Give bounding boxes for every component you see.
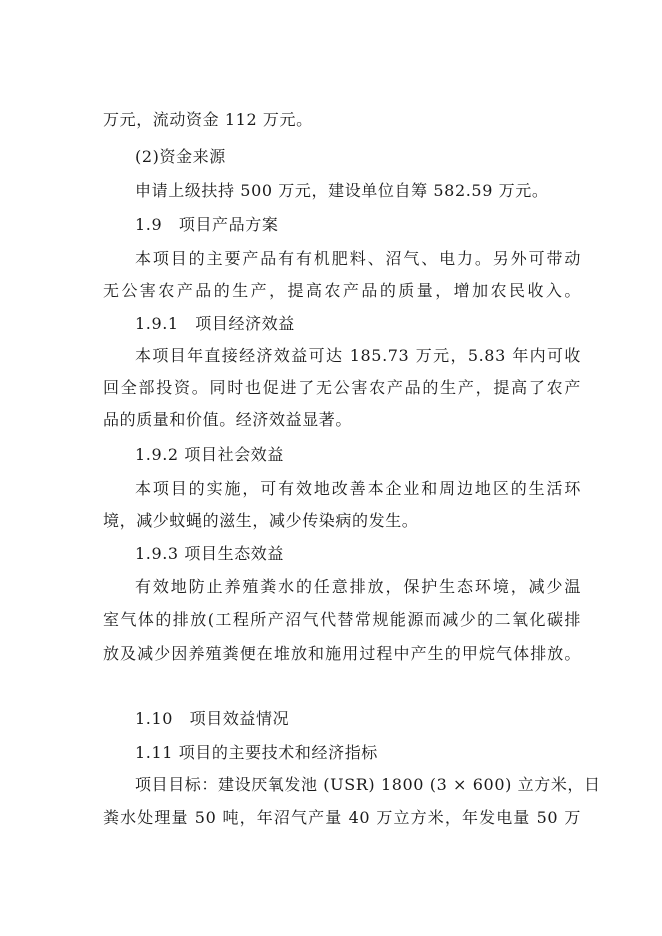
section-heading: 1.11 项目的主要技术和经济指标	[135, 743, 378, 762]
section-heading: 1.9.3 项目生态效益	[135, 544, 284, 563]
paragraph-line: 项目目标：建设厌氧发池 (USR) 1800 (3 × 600) 立方米，日	[135, 775, 601, 794]
paragraph-line: 无公害农产品的生产，提高农产品的质量，增加农民收入。	[103, 281, 581, 300]
paragraph-line: 回全部投资。同时也促进了无公害农产品的生产，提高了农产	[103, 378, 581, 397]
paragraph-line: 有效地防止养殖粪水的任意排放，保护生态环境，减少温	[135, 577, 581, 596]
paragraph-line: 申请上级扶持 500 万元，建设单位自筹 582.59 万元。	[135, 181, 549, 200]
section-heading: 1.9.1 项目经济效益	[135, 314, 295, 333]
paragraph-line: 本项目年直接经济效益可达 185.73 万元，5.83 年内可收	[135, 346, 581, 365]
paragraph-line: 本项目的实施，可有效地改善本企业和周边地区的生活环	[135, 479, 581, 498]
section-heading: 1.10 项目效益情况	[135, 709, 290, 728]
paragraph-line: 放及减少因养殖粪便在堆放和施用过程中产生的甲烷气体排放。	[103, 644, 581, 663]
section-heading: 1.9 项目产品方案	[135, 215, 279, 234]
paragraph-line: 室气体的排放(工程所产沼气代替常规能源而减少的二氧化碳排	[103, 610, 581, 629]
paragraph-line: 本项目的主要产品有有机肥料、沼气、电力。另外可带动	[135, 249, 581, 268]
paragraph-line: 万元，流动资金 112 万元。	[103, 110, 313, 129]
section-heading: (2)资金来源	[135, 147, 226, 166]
paragraph-line: 粪水处理量 50 吨，年沼气产量 40 万立方米，年发电量 50 万	[103, 808, 581, 827]
paragraph-line: 境，减少蚊蝇的滋生，减少传染病的发生。	[103, 511, 419, 530]
section-heading: 1.9.2 项目社会效益	[135, 445, 284, 464]
paragraph-line: 品的质量和价值。经济效益显著。	[103, 410, 353, 429]
